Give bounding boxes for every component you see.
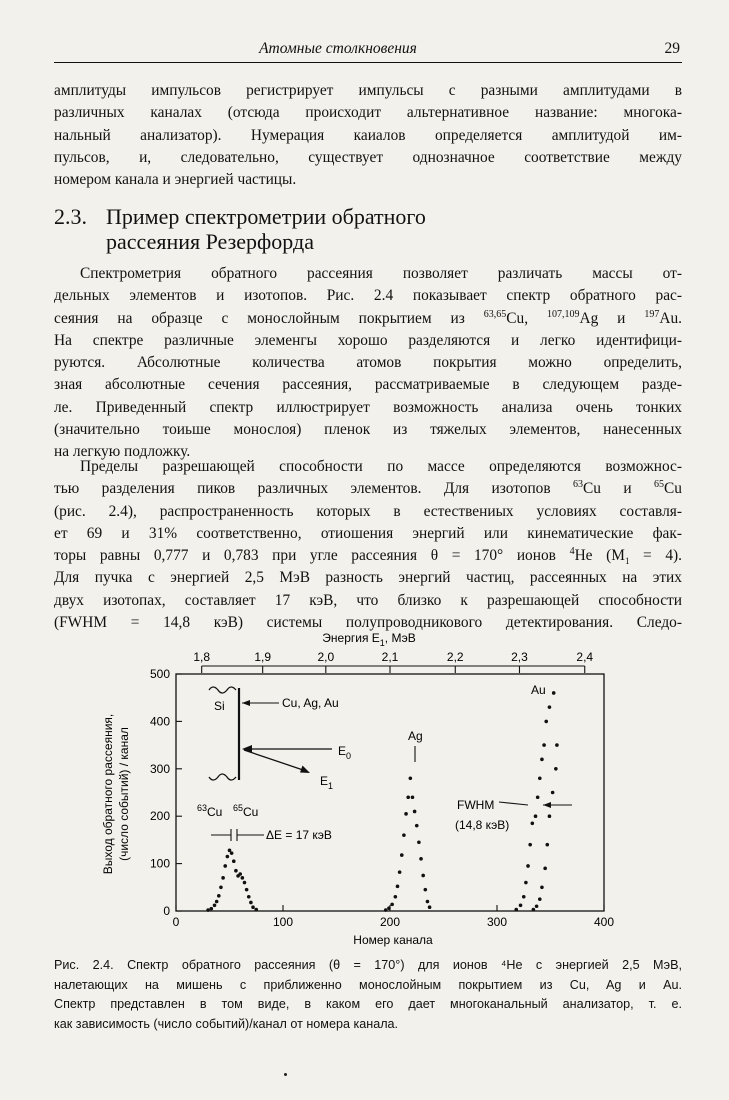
- data-point-cu: [226, 855, 230, 859]
- text-fragment: Cu: [664, 480, 682, 498]
- page-header: [54, 36, 682, 63]
- text-fragment: He (M: [574, 547, 625, 565]
- data-point-ag: [387, 906, 391, 910]
- data-point-cu: [249, 901, 253, 905]
- data-point-cu: [230, 851, 234, 855]
- text-fragment: Au.: [659, 309, 682, 327]
- data-point-au: [536, 795, 540, 799]
- data-point-ag: [415, 824, 419, 828]
- fwhm-value: (14,8 кэВ): [455, 818, 510, 832]
- isotope-mass: 197: [644, 308, 660, 320]
- section-title-line2: рассеяния Резерфорда: [106, 229, 314, 254]
- data-point-ag: [409, 776, 413, 780]
- text-line: амплитуды импульсов регистрирует импульсы с разными амплитудами в: [54, 82, 682, 99]
- data-point-ag: [426, 900, 430, 904]
- text-line: двух изотопах, составляет 17 кэВ, что близко к разрешающей способности: [54, 591, 682, 609]
- cu65-label: $^{65}$Cu: [233, 803, 259, 819]
- data-point-au: [526, 864, 530, 868]
- isotope-mass: 63: [573, 479, 584, 491]
- caption-line: Спектр представлен в том виде, в каком его дает многоканальный анализатор, т. е.: [54, 997, 682, 1011]
- data-point-cu: [232, 859, 236, 863]
- section-heading: [54, 204, 654, 254]
- text-fragment: Cu и: [583, 480, 655, 498]
- data-point-au: [552, 691, 556, 695]
- text-line: руются. Абсолютные количества атомов покрытия можно определить,: [54, 354, 682, 372]
- text-line: различных каналах (отсюда происходит альтернативное название: многока-: [54, 104, 682, 122]
- top-axis-label: Энергия $E_1$, МэВ: [322, 631, 416, 648]
- text-fragment: = 4).: [629, 547, 682, 565]
- data-point-au: [535, 904, 539, 908]
- text-line: [54, 545, 682, 567]
- ag-peak-label: Ag: [408, 729, 423, 743]
- data-point-ag: [394, 895, 398, 899]
- text-line: (рис. 2.4), распространенность которых в естествениых условиях составля-: [54, 502, 682, 520]
- coating-label: Cu, Ag, Au: [282, 696, 339, 710]
- isotope-mass: 63,65: [483, 308, 507, 320]
- top-axis: [193, 650, 593, 673]
- running-title: Атомные столкновения: [259, 40, 417, 57]
- text-fragment: Ag и: [579, 309, 645, 327]
- data-point-au: [531, 822, 535, 826]
- arrowhead: [300, 766, 310, 774]
- data-point-cu: [223, 864, 227, 868]
- scattered-beam-arrow: [244, 750, 306, 771]
- data-point-cu: [238, 872, 242, 876]
- x-tick-label: 300: [486, 915, 508, 929]
- data-point-cu: [210, 907, 214, 911]
- data-point-cu: [234, 869, 238, 873]
- fwhm-label: FWHM: [457, 798, 495, 812]
- data-point-ag: [424, 888, 428, 892]
- data-point-au: [524, 881, 528, 885]
- data-point-cu: [247, 895, 251, 899]
- x-tick-label: 0: [172, 915, 180, 929]
- data-point-ag: [421, 874, 425, 878]
- subscript: 1: [624, 556, 630, 567]
- text-line: Пределы разрешающей способности по массе определяются возможнос-: [80, 458, 682, 475]
- text-line: номером канала и энергией частицы.: [54, 171, 297, 189]
- text-line: Спектрометрия обратного рассеяния позволяет различать массы от-: [80, 265, 682, 282]
- data-point-au: [554, 767, 558, 771]
- data-point-cu: [213, 904, 217, 908]
- isotope-mass: 107,109: [546, 308, 580, 320]
- y-tick-label: 100: [149, 856, 170, 871]
- top-tick-label: 2,4: [576, 650, 594, 664]
- y-tick-label: 300: [149, 761, 170, 776]
- top-tick-label: 2,0: [317, 650, 335, 664]
- data-point-ag: [413, 810, 417, 814]
- text-line: ле. Приведенный спектр иллюстрирует возможность анализа очень тонких: [54, 398, 682, 416]
- text-line: На спектре различные элеменгы хорошо разделяются и легко идентифици-: [54, 331, 682, 349]
- figure-caption: [54, 956, 682, 1034]
- paragraph-3: [54, 456, 682, 634]
- scattered-energy-label: $E_1$: [320, 774, 334, 791]
- data-point-cu: [243, 881, 247, 885]
- top-tick-label: 2,2: [446, 650, 464, 664]
- text-line: Для пучка с энергией 2,5 МэВ разность энергий частиц, рассеянных на этих: [54, 569, 682, 587]
- data-point-ag: [398, 870, 402, 874]
- text-line: пульсов, и, следовательно, существует однозначное соответствие между: [54, 148, 682, 166]
- data-point-cu: [251, 905, 255, 909]
- data-point-ag: [384, 908, 388, 912]
- x-tick-label: 100: [272, 915, 294, 929]
- top-tick-label: 1,8: [193, 650, 211, 664]
- data-point-au: [548, 814, 552, 818]
- data-point-ag: [404, 812, 408, 816]
- top-tick-label: 2,3: [511, 650, 528, 664]
- text-line: дельных элементов и изотопов. Рис. 2.4 показывает спектр обратного рас-: [54, 287, 682, 305]
- isotope-mass: 4: [569, 546, 575, 558]
- data-point-au: [543, 867, 547, 871]
- data-point-au: [544, 720, 548, 724]
- data-point-au: [545, 843, 549, 847]
- x-axis-label: Номер канала: [353, 933, 433, 947]
- stray-dot: [284, 1073, 287, 1076]
- data-point-ag: [428, 905, 432, 909]
- data-point-cu: [241, 876, 245, 880]
- text-line: [54, 308, 682, 330]
- caption-line: как зависимость (число событий)/канал от номера канала.: [54, 1016, 399, 1031]
- y-tick-label: 0: [163, 904, 170, 918]
- y-tick-label: 200: [149, 809, 170, 824]
- data-point-cu: [215, 900, 219, 904]
- data-point-cu: [245, 888, 249, 892]
- y-axis: [150, 667, 182, 918]
- data-point-au: [538, 897, 542, 901]
- data-point-cu: [228, 849, 232, 853]
- data-point-cu: [219, 886, 223, 890]
- x-tick-label: 400: [593, 915, 615, 929]
- spectrum-chart: [94, 628, 634, 948]
- y-axis-label-line2: (число событий) / канал: [117, 727, 131, 861]
- data-point-ag: [411, 795, 415, 799]
- y-tick-label: 500: [149, 667, 170, 681]
- data-point-au: [548, 705, 552, 709]
- y-tick-label: 400: [149, 714, 170, 729]
- paragraph-2: [54, 263, 682, 464]
- sample-schematic: [209, 687, 351, 791]
- text-fragment: торы равны 0,777 и 0,783 при угле рассеяния θ = 170° ионов: [54, 547, 570, 565]
- backscattering-spectrum-figure: [94, 628, 634, 948]
- text-line: [54, 478, 682, 500]
- data-point-ag: [396, 885, 400, 889]
- data-point-au: [532, 908, 536, 912]
- y-axis-label-line1: Выход обратного рассеяния,: [101, 713, 115, 875]
- text-fragment: сеяния на образце с монослойным покрытием из: [54, 309, 484, 327]
- text-line: нальный анализатор). Нумерация каиалов определяется амплитудой им-: [54, 126, 682, 144]
- top-tick-label: 2,1: [381, 650, 399, 664]
- fwhm-arrow-left: [499, 802, 528, 805]
- data-point-cu: [206, 908, 210, 912]
- cu63-label: $^{63}$Cu: [197, 803, 223, 819]
- data-point-au: [519, 904, 523, 908]
- data-point-au: [540, 886, 544, 890]
- data-point-au: [534, 814, 538, 818]
- top-tick-label: 1,9: [254, 650, 272, 664]
- arrowhead: [543, 802, 551, 808]
- data-point-cu: [254, 908, 258, 912]
- text-line: зная абсолютные сечения рассеяния, рассматриваемые в следующем разде-: [54, 376, 682, 394]
- text-line: на легкую подложку.: [54, 443, 191, 461]
- substrate-label: Si: [214, 699, 225, 713]
- data-point-au: [540, 758, 544, 762]
- peak-annotations: [197, 683, 572, 842]
- data-point-ag: [402, 833, 406, 837]
- data-point-cu: [221, 876, 225, 880]
- data-point-ag: [419, 857, 423, 861]
- delta-e-label: ΔE = 17 кэВ: [266, 828, 332, 842]
- incident-energy-label: $E_0$: [338, 744, 352, 761]
- arrowhead: [242, 700, 250, 706]
- data-point-cu: [217, 894, 221, 898]
- data-points: [206, 691, 558, 912]
- au-peak-label: Au: [531, 683, 546, 697]
- x-axis: [173, 905, 615, 929]
- caption-line: Рис. 2.4. Спектр обратного рассеяния (θ = 170°) для ионов ⁴He с энергией 2,5 МэВ,: [54, 958, 682, 972]
- data-point-au: [514, 908, 518, 912]
- isotope-mass: 65: [654, 479, 665, 491]
- data-point-ag: [406, 795, 410, 799]
- section-title-line1: Пример спектрометрии обратного: [106, 204, 426, 229]
- page-number: 29: [664, 40, 680, 57]
- data-point-au: [538, 776, 542, 780]
- paragraph-1: [54, 80, 682, 191]
- data-point-ag: [390, 903, 394, 907]
- data-point-ag: [400, 853, 404, 857]
- data-point-au: [551, 791, 555, 795]
- caption-line: налетающих на мишень с приближенно монослойным покрытием из Cu, Ag и Au.: [54, 977, 682, 992]
- text-line: (FWHM = 14,8 кэВ) системы полупроводникового детектирования. Следо-: [54, 614, 682, 632]
- text-line: ет 69 и 31% соответственно, отиошения энергий или кинематические фак-: [54, 524, 682, 542]
- data-point-au: [542, 743, 546, 747]
- data-point-au: [522, 895, 526, 899]
- wavy-break-bottom: [209, 774, 236, 780]
- text-fragment: тью разделения пиков различных элементов. Для изотопов: [54, 480, 574, 498]
- data-point-au: [528, 843, 532, 847]
- wavy-break-top: [209, 687, 236, 693]
- section-number: 2.3.: [54, 204, 87, 229]
- data-point-ag: [417, 840, 421, 844]
- text-line: (значительно тоиьше монослоя) пленок из тяжелых элементов, нанесенных: [54, 421, 682, 439]
- x-tick-label: 200: [379, 915, 401, 929]
- text-fragment: Cu,: [506, 309, 547, 327]
- data-point-au: [555, 743, 559, 747]
